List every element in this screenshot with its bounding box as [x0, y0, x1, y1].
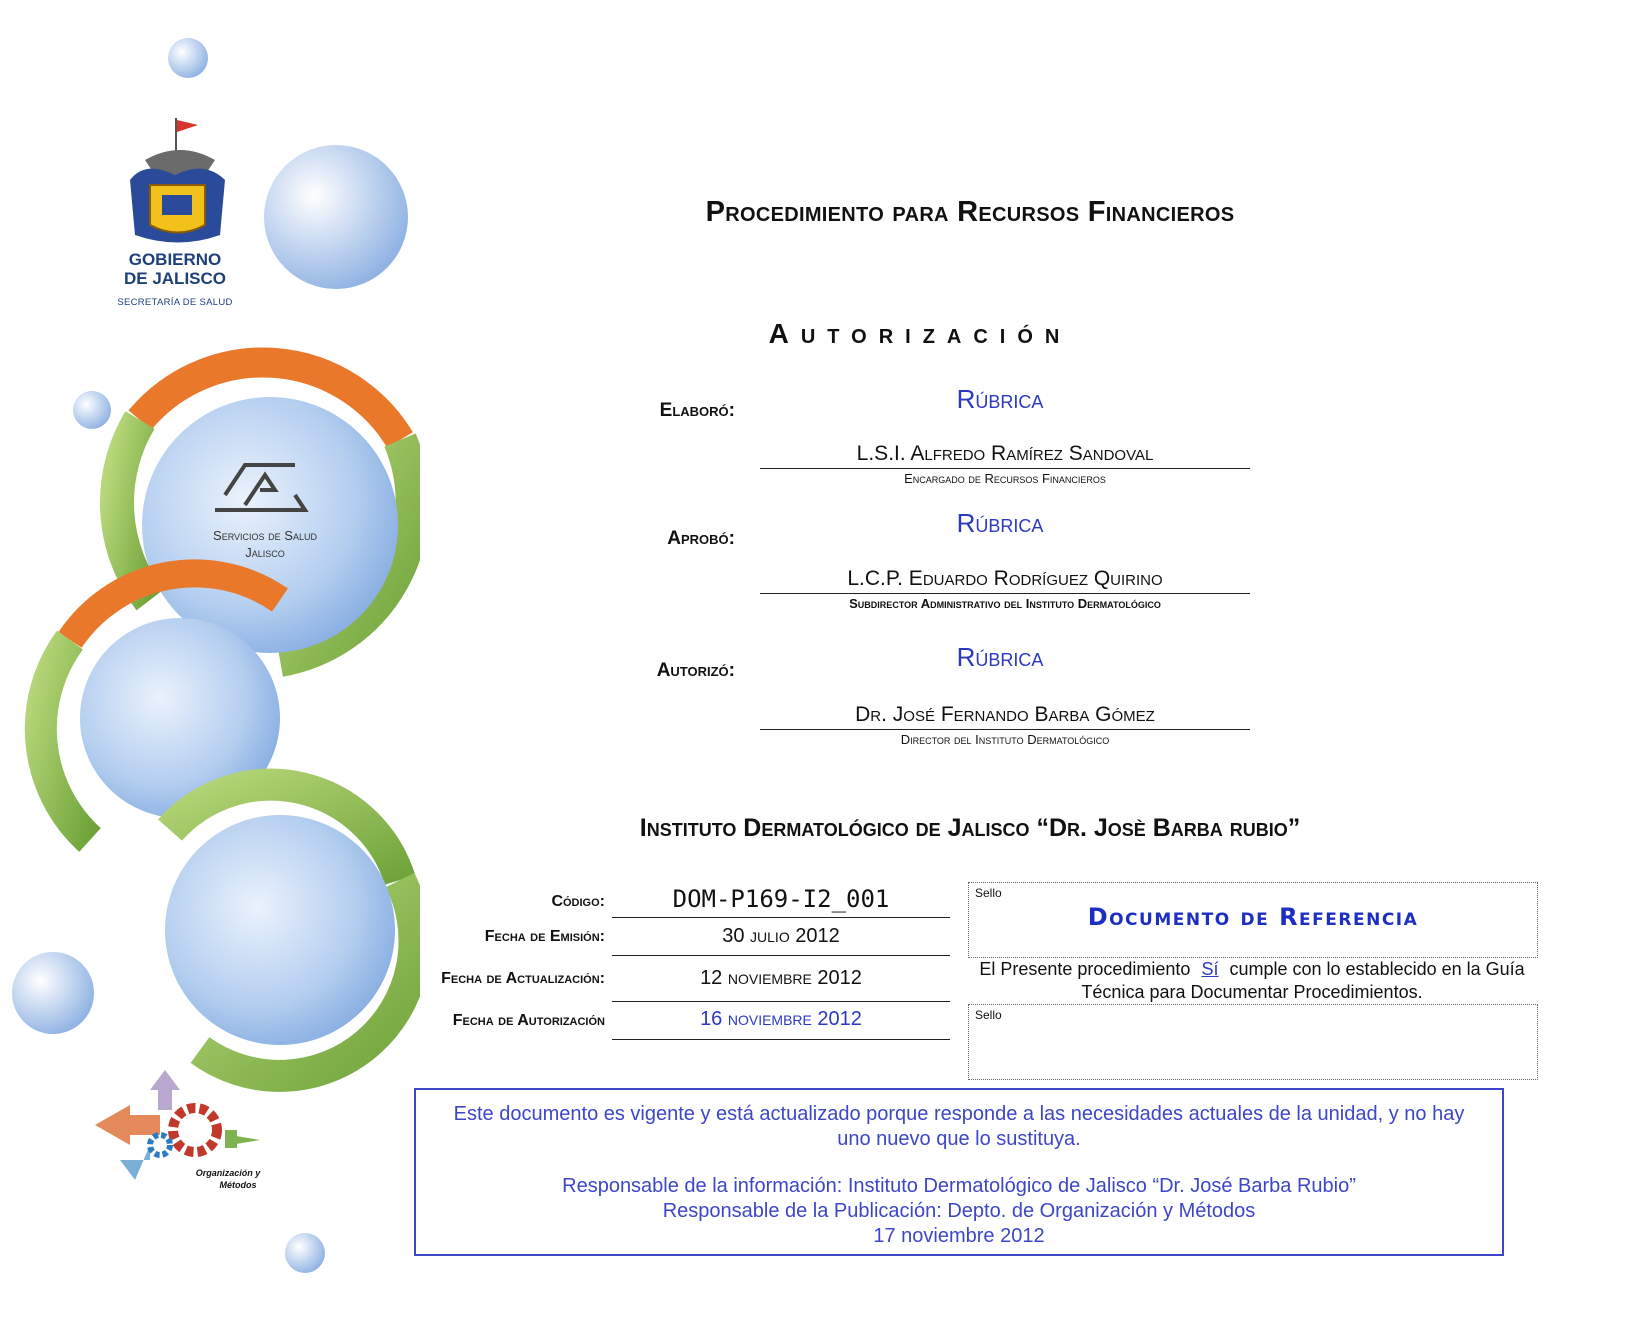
seal-label-top: Sello	[975, 886, 1002, 900]
signature-name-aprobo: L.C.P. Eduardo Rodríguez Quirino	[847, 567, 1163, 590]
bubble-3	[73, 391, 111, 429]
signature-line-elaboro	[760, 468, 1250, 469]
codigo-line	[612, 917, 950, 918]
org-logo-line1: Organización y	[195, 1168, 261, 1178]
gobierno-logo-sub: SECRETARÍA DE SALUD	[117, 297, 233, 308]
org-logo-line2: Métodos	[219, 1180, 257, 1190]
emision-label: Fecha de Emisión:	[484, 928, 605, 945]
jalisco-seal-icon	[130, 118, 225, 243]
decorative-background	[0, 0, 420, 1318]
page-title: Procedimiento para Recursos Financieros	[705, 196, 1235, 228]
signature-name-autorizo: Dr. José Fernando Barba Gómez	[855, 703, 1155, 726]
gobierno-logo-line2: DE JALISCO	[123, 269, 227, 288]
actualizacion-line	[612, 1001, 950, 1002]
signature-label-elaboro: Elaboró:	[659, 400, 735, 421]
codigo-label: Código:	[551, 893, 605, 910]
seal-label-bottom: Sello	[975, 1008, 1002, 1022]
seal-box-top	[968, 882, 1538, 958]
gobierno-logo-line1: GOBIERNO	[128, 250, 222, 269]
emision-line	[612, 955, 950, 956]
autorizacion-label: Fecha de Autorización	[452, 1012, 605, 1029]
authorization-title: Autorización	[768, 318, 1072, 349]
actualizacion-value: 12 noviembre 2012	[700, 967, 862, 989]
signature-rubrica-elaboro: Rúbrica	[956, 384, 1044, 414]
signature-rubrica-aprobo: Rúbrica	[956, 508, 1044, 538]
document-reference: Documento de Referencia	[1087, 903, 1419, 931]
bubble-1	[168, 38, 208, 78]
organizacion-metodos-icon	[95, 1070, 260, 1180]
signature-name-elaboro: L.S.I. Alfredo Ramírez Sandoval	[856, 442, 1154, 465]
responsible-information: Responsable de la información: Instituto Dermatológico de Jalisco “Dr. José Barba Rubio”	[562, 1175, 1356, 1197]
signature-rubrica-autorizo: Rúbrica	[956, 642, 1044, 672]
guide-pre: El Presente procedimiento	[979, 959, 1191, 979]
validity-notice-box	[414, 1088, 1504, 1256]
guide-value: Sí	[1201, 959, 1219, 979]
emision-value: 30 julio 2012	[722, 925, 840, 947]
autorizacion-line	[612, 1039, 950, 1040]
signature-label-autorizo: Autorizó:	[656, 660, 735, 681]
institute-name: Instituto Dermatológico de Jalisco “Dr. Josè Barba rubio”	[639, 814, 1301, 842]
publication-date: 17 noviembre 2012	[873, 1225, 1045, 1247]
ssj-logo-line2: Jalisco	[245, 545, 285, 560]
signature-role-autorizo: Director del Instituto Dermatológico	[900, 732, 1110, 747]
autorizacion-value: 16 noviembre 2012	[700, 1008, 862, 1030]
guide-post: cumple con lo establecido en la Guía Técnica para Documentar Procedimientos.	[1081, 959, 1525, 1002]
guide-compliance-text	[968, 958, 1536, 1004]
bubble-4	[12, 952, 94, 1034]
bubble-2	[264, 145, 408, 289]
signature-line-autorizo	[760, 729, 1250, 730]
signature-line-aprobo	[760, 593, 1250, 594]
responsible-publication: Responsable de la Publicación: Depto. de Organización y Métodos	[662, 1200, 1256, 1222]
bubble-5	[285, 1233, 325, 1273]
codigo-value: DOM-P169-I2_001	[672, 885, 890, 913]
seal-box-bottom	[968, 1004, 1538, 1080]
signature-role-elaboro: Encargado de Recursos Financieros	[904, 471, 1106, 486]
actualizacion-label: Fecha de Actualización:	[441, 970, 605, 987]
validity-statement: Este documento es vigente y está actualizado porque responde a las necesidades actuales de la unidad, y no hay uno nuevo que lo sustituya.	[453, 1103, 1465, 1150]
signature-role-aprobo: Subdirector Administrativo del Instituto Dermatológico	[849, 596, 1161, 611]
signature-label-aprobo: Aprobó:	[667, 528, 735, 549]
ssj-logo-line1: Servicios de Salud	[213, 528, 317, 543]
